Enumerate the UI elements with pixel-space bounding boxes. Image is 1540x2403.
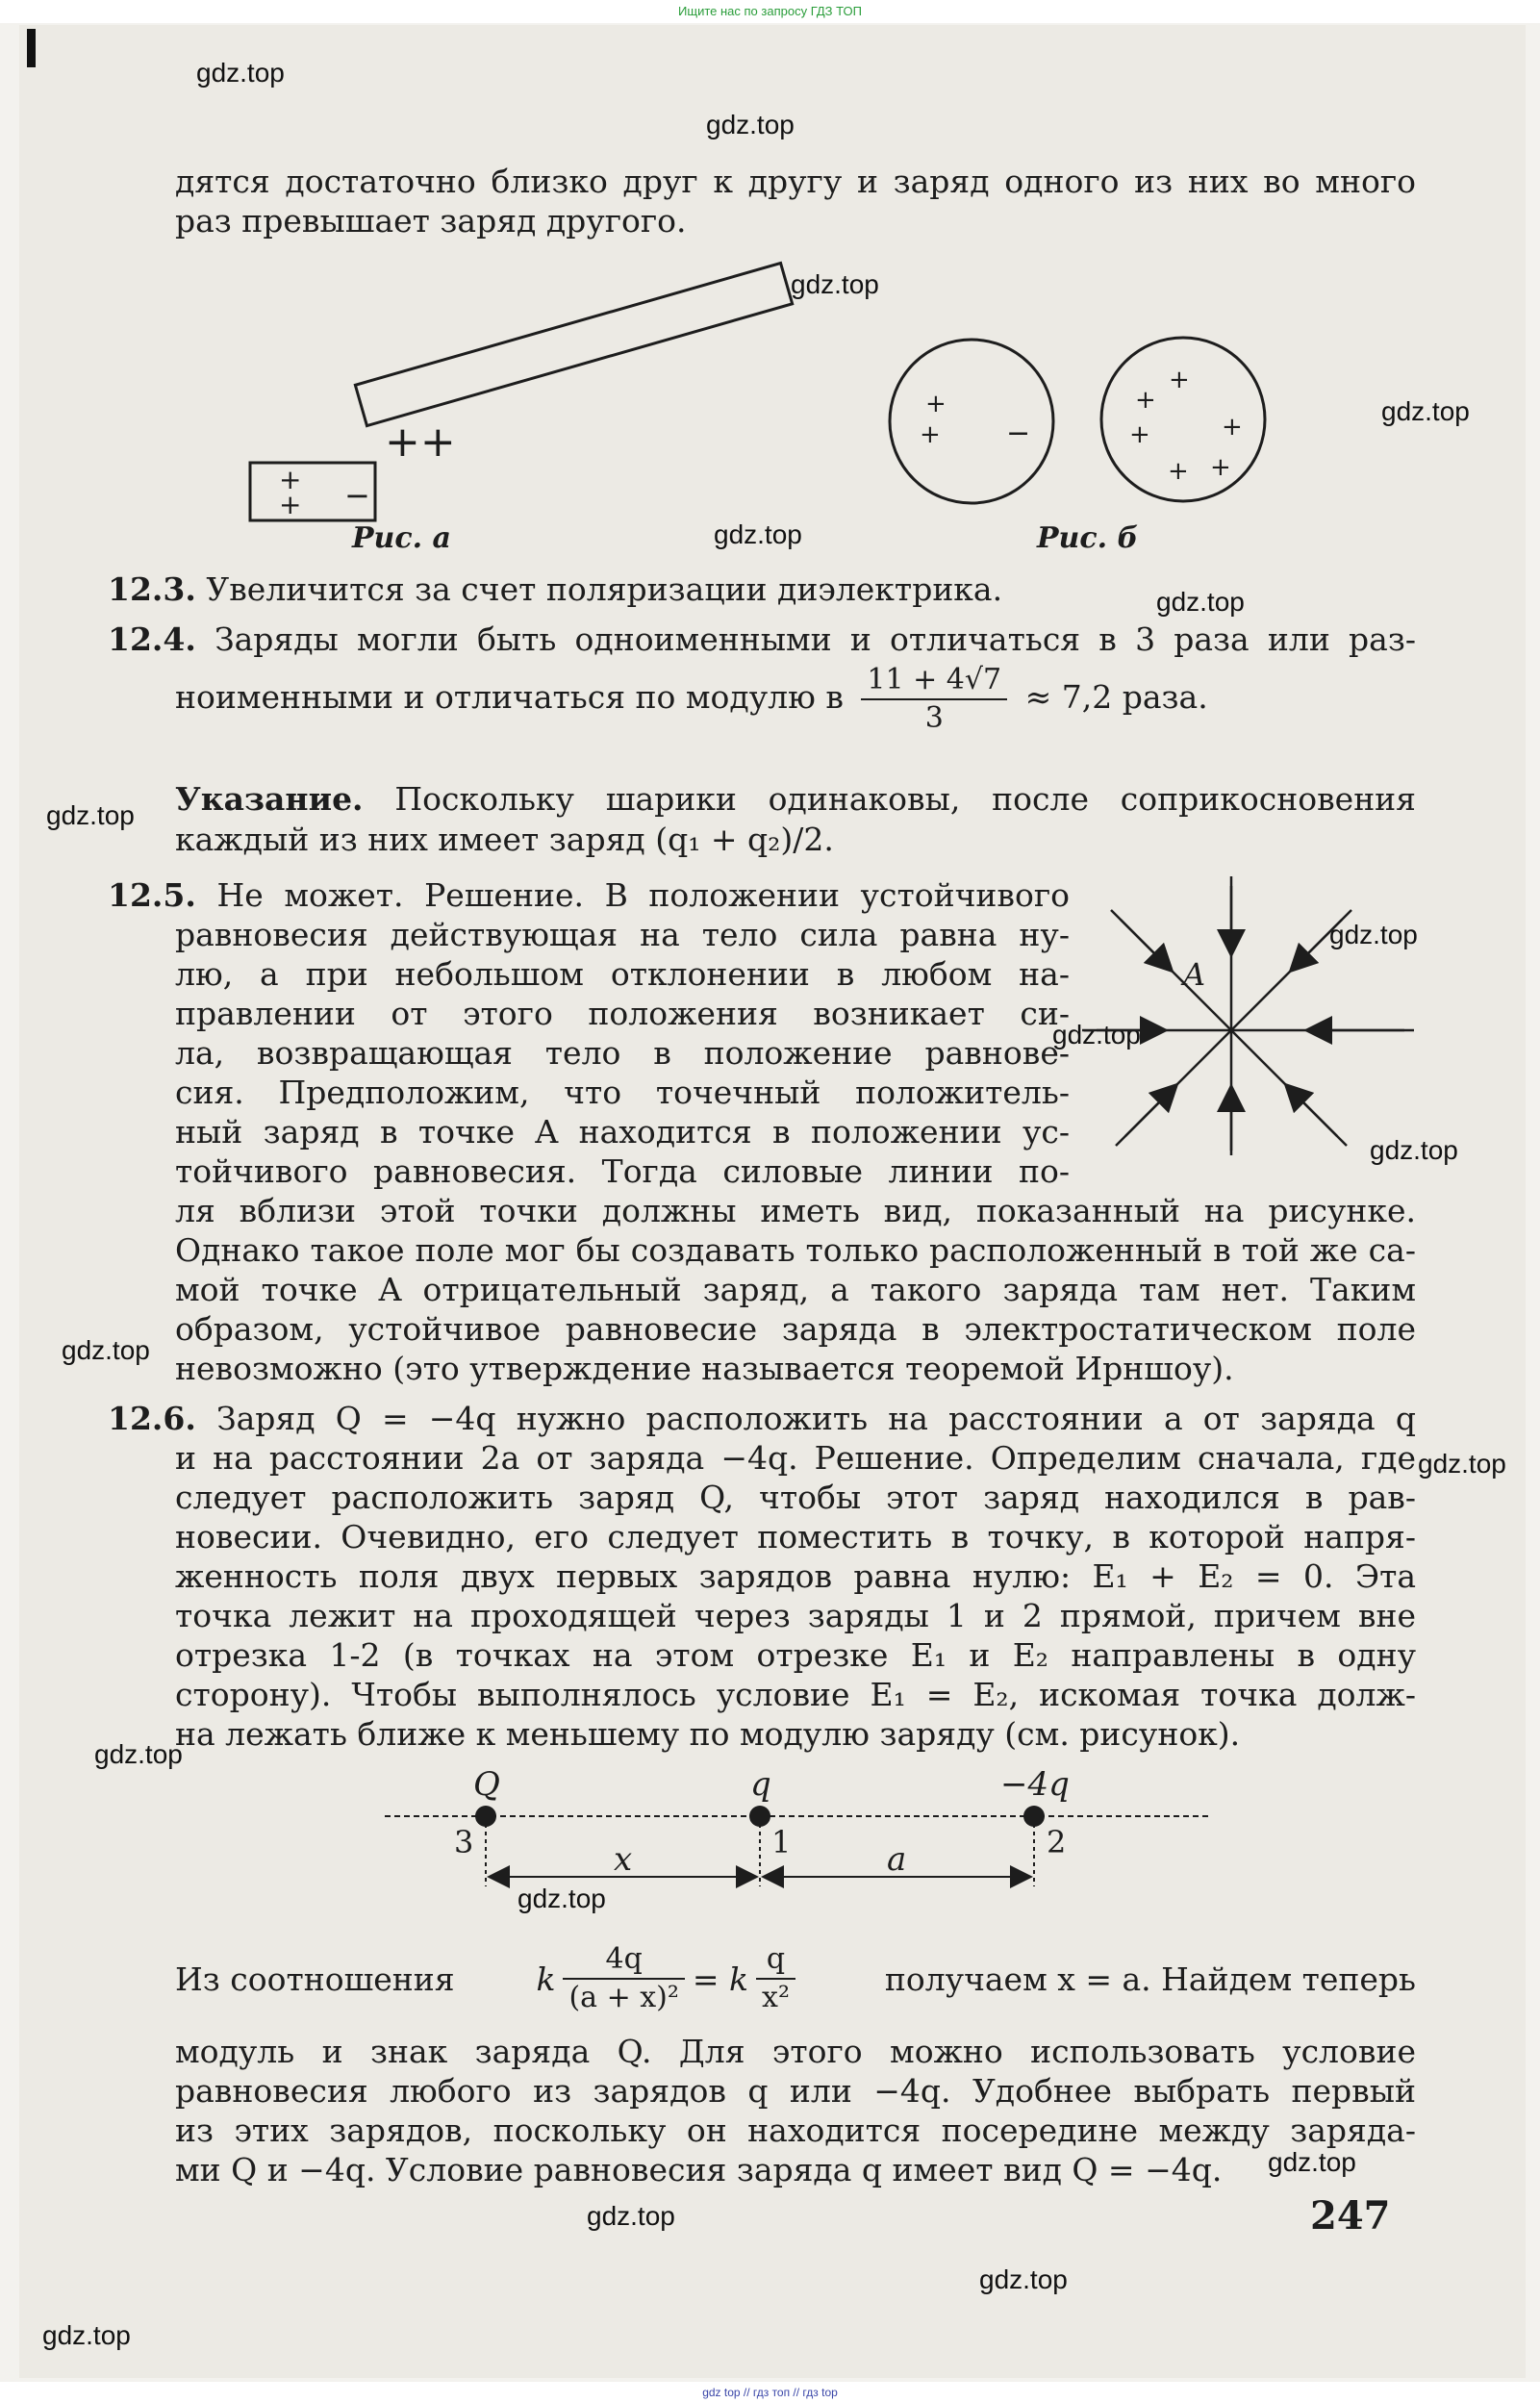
watermark: gdz.top <box>714 519 802 549</box>
watermark: gdz.top <box>1418 1449 1506 1479</box>
equation-line <box>175 1941 1416 2016</box>
bottom-banner: gdz top // гдз топ // гдз top <box>0 2382 1540 2403</box>
figure-a-caption: Рис. а <box>352 521 451 555</box>
answer-12-6-line: из этих зарядов, поскольку он находится посередине между заряда- <box>175 2112 1416 2149</box>
fraction-denominator: (a + x)² <box>568 1981 679 2014</box>
answer-12-5-line: невозможно (это утверждение называется теоремой Ирншоу). <box>175 1350 1234 1387</box>
answer-12-5-line: Однако такое поле мог бы создавать только расположенный в той же са- <box>175 1231 1416 1269</box>
watermark: gdz.top <box>518 1884 606 1913</box>
label-2: 2 <box>1047 1824 1067 1860</box>
figure-a <box>221 275 798 525</box>
intro-paragraph: дятся достаточно близко друг к другу и заряд одного из них во много раз превышает заряд другого. <box>175 163 1416 240</box>
charges-line-figure <box>385 1757 1212 1901</box>
answer-12-6-line: точка лежит на проходящей через заряды 1 и 2 прямой, причем вне <box>175 1597 1416 1634</box>
answer-12-4-line1 <box>108 620 1416 659</box>
answer-12-5-line: равновесия действующая на тело сила равна ну- <box>175 916 1070 953</box>
answer-12-6-line: сторону). Чтобы выполнялось условие E₁ = E₂, искомая точка долж- <box>175 1676 1416 1713</box>
watermark: gdz.top <box>1156 587 1245 617</box>
label-Q: Q <box>473 1765 500 1804</box>
hint-line2: каждый из них имеет заряд (q₁ + q₂)/2. <box>175 821 834 858</box>
answer-12-6-line: новесии. Очевидно, его следует поместить в точку, в которой напря- <box>175 1518 1416 1556</box>
watermark: gdz.top <box>1370 1135 1458 1165</box>
eq-mid: = k <box>692 1960 749 1998</box>
answer-12-6-line: модуль и знак заряда Q. Для этого можно использовать условие <box>175 2033 1416 2070</box>
answer-12-6-line: отрезка 1-2 (в точках на этом отрезке E₁ и E₂ направлены в одну <box>175 1636 1416 1674</box>
induced-plus-charge: + <box>279 464 302 495</box>
answer-text: ноименными и отличаться по модулю в <box>175 678 844 716</box>
equation <box>536 1941 803 2016</box>
answer-text: получаем x = a. Найдем теперь <box>884 1960 1416 1998</box>
eq-k: k <box>536 1960 556 1998</box>
answer-12-6-line: женность поля двух первых зарядов равна нулю: E₁ + E₂ = 0. Эта <box>175 1557 1416 1595</box>
top-banner: Ищите нас по запросу ГДЗ ТОП <box>0 0 1540 23</box>
answer-12-5-line: ля вблизи этой точки должны иметь вид, показанный на рисунке. <box>175 1192 1416 1229</box>
watermark: gdz.top <box>62 1335 150 1365</box>
watermark: gdz.top <box>587 2201 675 2231</box>
problem-number: 12.3. <box>108 570 196 608</box>
answer-12-5-line: ный заряд в точке A находится в положении ус- <box>175 1113 1070 1151</box>
watermark: gdz.top <box>1381 396 1470 426</box>
watermark: gdz.top <box>1268 2147 1356 2177</box>
answer-12-5-line: ла, возвращающая тело в положение равнове- <box>175 1034 1070 1072</box>
problem-number: 12.6. <box>108 1400 196 1437</box>
label-x: x <box>614 1840 633 1879</box>
answer-text: Из соотношения <box>175 1960 455 1998</box>
answer-text: Не может. Решение. В положении устойчивого <box>216 876 1070 914</box>
fraction-denominator: 3 <box>924 701 944 735</box>
answer-12-5-line <box>108 875 1070 915</box>
page-corner-mark <box>27 29 36 67</box>
label-3: 3 <box>454 1824 474 1860</box>
watermark: gdz.top <box>979 2264 1068 2294</box>
answer-text: Увеличится за счет поляризации диэлектрика. <box>206 570 1003 608</box>
hint-line1 <box>175 779 1416 819</box>
answer-12-6-line: ми Q и −4q. Условие равновесия заряда q имеет вид Q = −4q. <box>175 2151 1223 2188</box>
answer-12-3 <box>108 569 1416 609</box>
hint-text: Поскольку шарики одинаковы, после соприкосновения <box>394 780 1416 818</box>
answer-text: Заряды могли быть одноименными и отличаться в 3 раза или раз- <box>215 620 1416 658</box>
problem-number: 12.5. <box>108 876 196 914</box>
watermark: gdz.top <box>42 2320 131 2350</box>
fraction <box>756 1941 795 2016</box>
answer-12-6-line <box>108 1399 1416 1438</box>
page-number: 247 <box>1310 2193 1391 2239</box>
field-lines-figure <box>1077 872 1424 1160</box>
answer-12-6-line: равновесия любого из зарядов q или −4q. Удобнее выбрать первый <box>175 2072 1416 2110</box>
fraction-numerator: q <box>756 1941 795 1980</box>
svg-text:+: + <box>1210 453 1231 482</box>
watermark: gdz.top <box>706 110 795 139</box>
answer-12-5-line: правлении от этого положения возникает си- <box>175 995 1070 1032</box>
svg-text:+: + <box>1129 420 1150 449</box>
induced-plus-charge: + <box>279 489 302 520</box>
answer-12-5-line: сия. Предположим, что точечный положитель- <box>175 1074 1070 1111</box>
induced-minus-charge: − <box>344 477 370 514</box>
fraction-numerator: 11 + 4√7 <box>861 662 1007 700</box>
label-q: q <box>750 1765 771 1804</box>
watermark: gdz.top <box>1052 1020 1141 1050</box>
answer-12-6-line: на лежать ближе к меньшему по модулю заряду (см. рисунок). <box>175 1715 1241 1753</box>
label-1: 1 <box>771 1824 792 1860</box>
answer-12-5-line: образом, устойчивое равновесие заряда в электростатическом поле <box>175 1310 1416 1348</box>
answer-text: ≈ 7,2 раза. <box>1024 678 1208 716</box>
answer-12-4-line2 <box>175 662 1416 737</box>
figure-b-caption: Рис. б <box>1037 521 1139 555</box>
watermark: gdz.top <box>46 800 135 830</box>
book-page <box>19 25 1526 2378</box>
point-a-label: A <box>1183 956 1206 993</box>
label-a: a <box>887 1840 907 1879</box>
svg-text:+: + <box>1135 386 1156 415</box>
rod-charge-label: ++ <box>385 417 456 467</box>
svg-text:+: + <box>920 420 941 449</box>
answer-12-6-line: и на расстоянии 2a от заряда −4q. Решение. Определим сначала, где <box>175 1439 1416 1477</box>
hint-label: Указание. <box>175 780 364 818</box>
label-minus-4q: −4q <box>1000 1765 1070 1804</box>
figure-b <box>875 335 1318 508</box>
fraction-denominator: x² <box>762 1981 790 2014</box>
svg-text:+: + <box>1222 413 1243 442</box>
fraction-numerator: 4q <box>563 1941 684 1980</box>
svg-text:+: + <box>1169 366 1190 394</box>
problem-number: 12.4. <box>108 620 196 658</box>
answer-text: Заряд Q = −4q нужно расположить на расстоянии a от заряда q <box>216 1400 1416 1437</box>
answer-12-5-line: лю, а при небольшом отклонении в любом на- <box>175 955 1070 993</box>
fraction <box>861 662 1007 737</box>
answer-12-5-line: мой точке A отрицательный заряд, а такого заряда там нет. Таким <box>175 1271 1416 1308</box>
fraction <box>563 1941 684 2016</box>
svg-text:+: + <box>925 390 947 418</box>
watermark: gdz.top <box>94 1739 183 1769</box>
answer-12-5-line: тойчивого равновесия. Тогда силовые линии по- <box>175 1152 1070 1190</box>
watermark: gdz.top <box>1329 920 1418 949</box>
charged-rod <box>355 264 792 426</box>
svg-text:+: + <box>1168 457 1189 486</box>
answer-12-6-line: следует расположить заряд Q, чтобы этот заряд находился в рав- <box>175 1479 1416 1516</box>
watermark: gdz.top <box>791 269 879 299</box>
watermark: gdz.top <box>196 58 285 88</box>
svg-text:−: − <box>1006 417 1031 450</box>
